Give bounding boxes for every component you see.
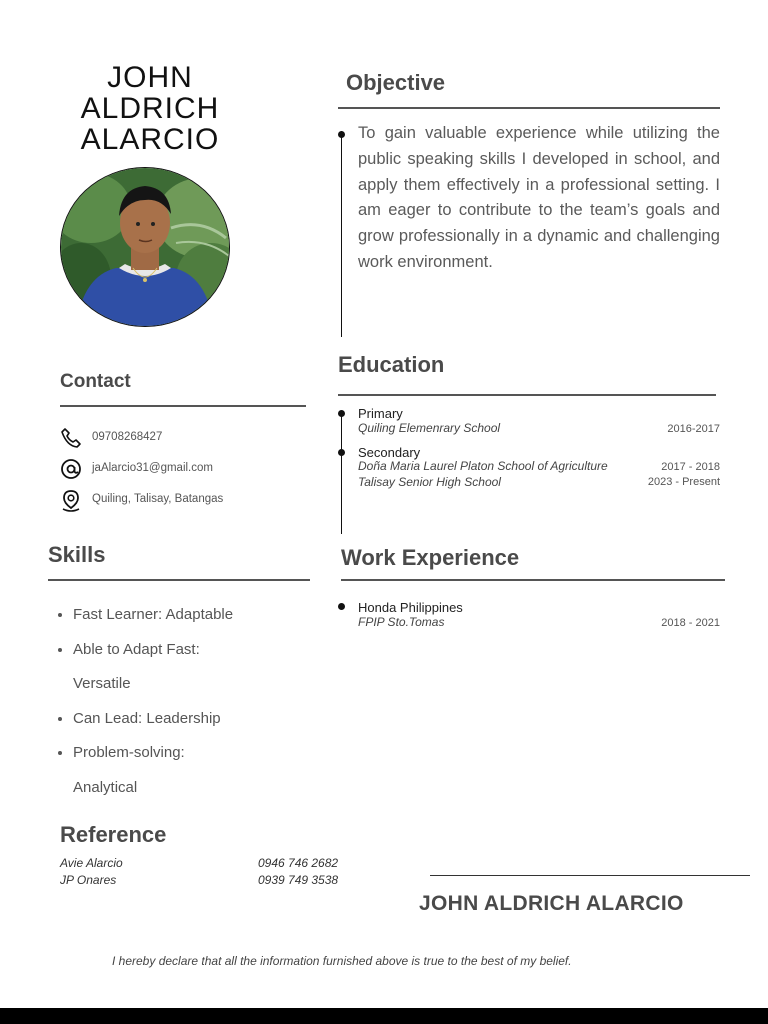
work-divider <box>341 579 725 581</box>
contact-heading: Contact <box>60 371 131 392</box>
education-secondary-school-1: Doña Maria Laurel Platon School of Agriculture <box>358 459 608 473</box>
reference-phone-1: 0946 746 2682 <box>258 856 339 870</box>
contact-divider <box>60 405 306 407</box>
applicant-name <box>40 62 260 155</box>
profile-photo-illustration <box>61 168 229 326</box>
signature-name: JOHN ALDRICH ALARCIO <box>419 892 684 915</box>
footer-bar <box>0 1008 768 1024</box>
contact-email: jaAlarcio31@gmail.com <box>92 462 213 474</box>
phone-icon <box>60 427 82 449</box>
skills-heading: Skills <box>48 542 106 567</box>
contact-address: Quiling, Talisay, Batangas <box>92 493 224 505</box>
name-line-last: ALARCIO <box>80 123 220 156</box>
education-secondary-years-1: 2017 - 2018 <box>661 461 720 473</box>
objective-text: To gain valuable experience while utilizing the public speaking skills I developed in school, and apply them effectively in a professional setting. I am eager to contribute to the team’s goals and grow professionally in a dynamic and challenging work environment. <box>358 124 720 271</box>
objective-heading: Objective <box>346 70 446 95</box>
work-place: FPIP Sto.Tomas <box>358 615 445 629</box>
education-secondary-years-2: 2023 - Present <box>647 476 720 488</box>
signature-line <box>430 875 750 876</box>
skill-item: Fast Learner: Adaptable <box>56 598 306 633</box>
work-company: Honda Philippines <box>358 600 463 615</box>
skills-list <box>56 598 306 805</box>
objective-timeline-line <box>341 131 342 337</box>
contact-phone: 09708268427 <box>92 431 163 443</box>
education-bullet-secondary <box>338 449 345 456</box>
location-icon <box>60 489 82 511</box>
education-timeline-line <box>341 413 342 534</box>
education-primary-years: 2016-2017 <box>667 423 720 435</box>
education-divider <box>338 394 716 396</box>
skill-item: Able to Adapt Fast: Versatile <box>56 633 233 702</box>
reference-name-1: Avie Alarcio <box>60 856 123 870</box>
reference-heading: Reference <box>60 822 167 847</box>
skill-item: Can Lead: Leadership <box>56 702 306 737</box>
reference-name-2: JP Onares <box>60 873 117 887</box>
education-secondary-school-2: Talisay Senior High School <box>358 475 501 489</box>
education-secondary-level: Secondary <box>358 445 421 460</box>
education-heading: Education <box>338 352 445 377</box>
objective-bullet <box>338 131 345 138</box>
skill-item: Problem-solving: Analytical <box>56 736 223 805</box>
work-years: 2018 - 2021 <box>661 617 720 629</box>
reference-phone-2: 0939 749 3538 <box>258 873 339 887</box>
declaration-text: I hereby declare that all the information furnished above is true to the best of my belief. <box>112 954 572 968</box>
name-line-middle: ALDRICH <box>80 92 220 125</box>
work-bullet <box>338 603 345 610</box>
name-line-first: JOHN <box>107 61 193 94</box>
education-bullet-primary <box>338 410 345 417</box>
profile-photo <box>60 167 230 327</box>
skills-divider <box>48 579 310 581</box>
objective-divider <box>338 107 720 109</box>
email-icon <box>60 458 82 480</box>
work-heading: Work Experience <box>341 545 520 570</box>
education-primary-school: Quiling Elemenrary School <box>358 421 501 435</box>
education-primary-level: Primary <box>358 406 403 421</box>
